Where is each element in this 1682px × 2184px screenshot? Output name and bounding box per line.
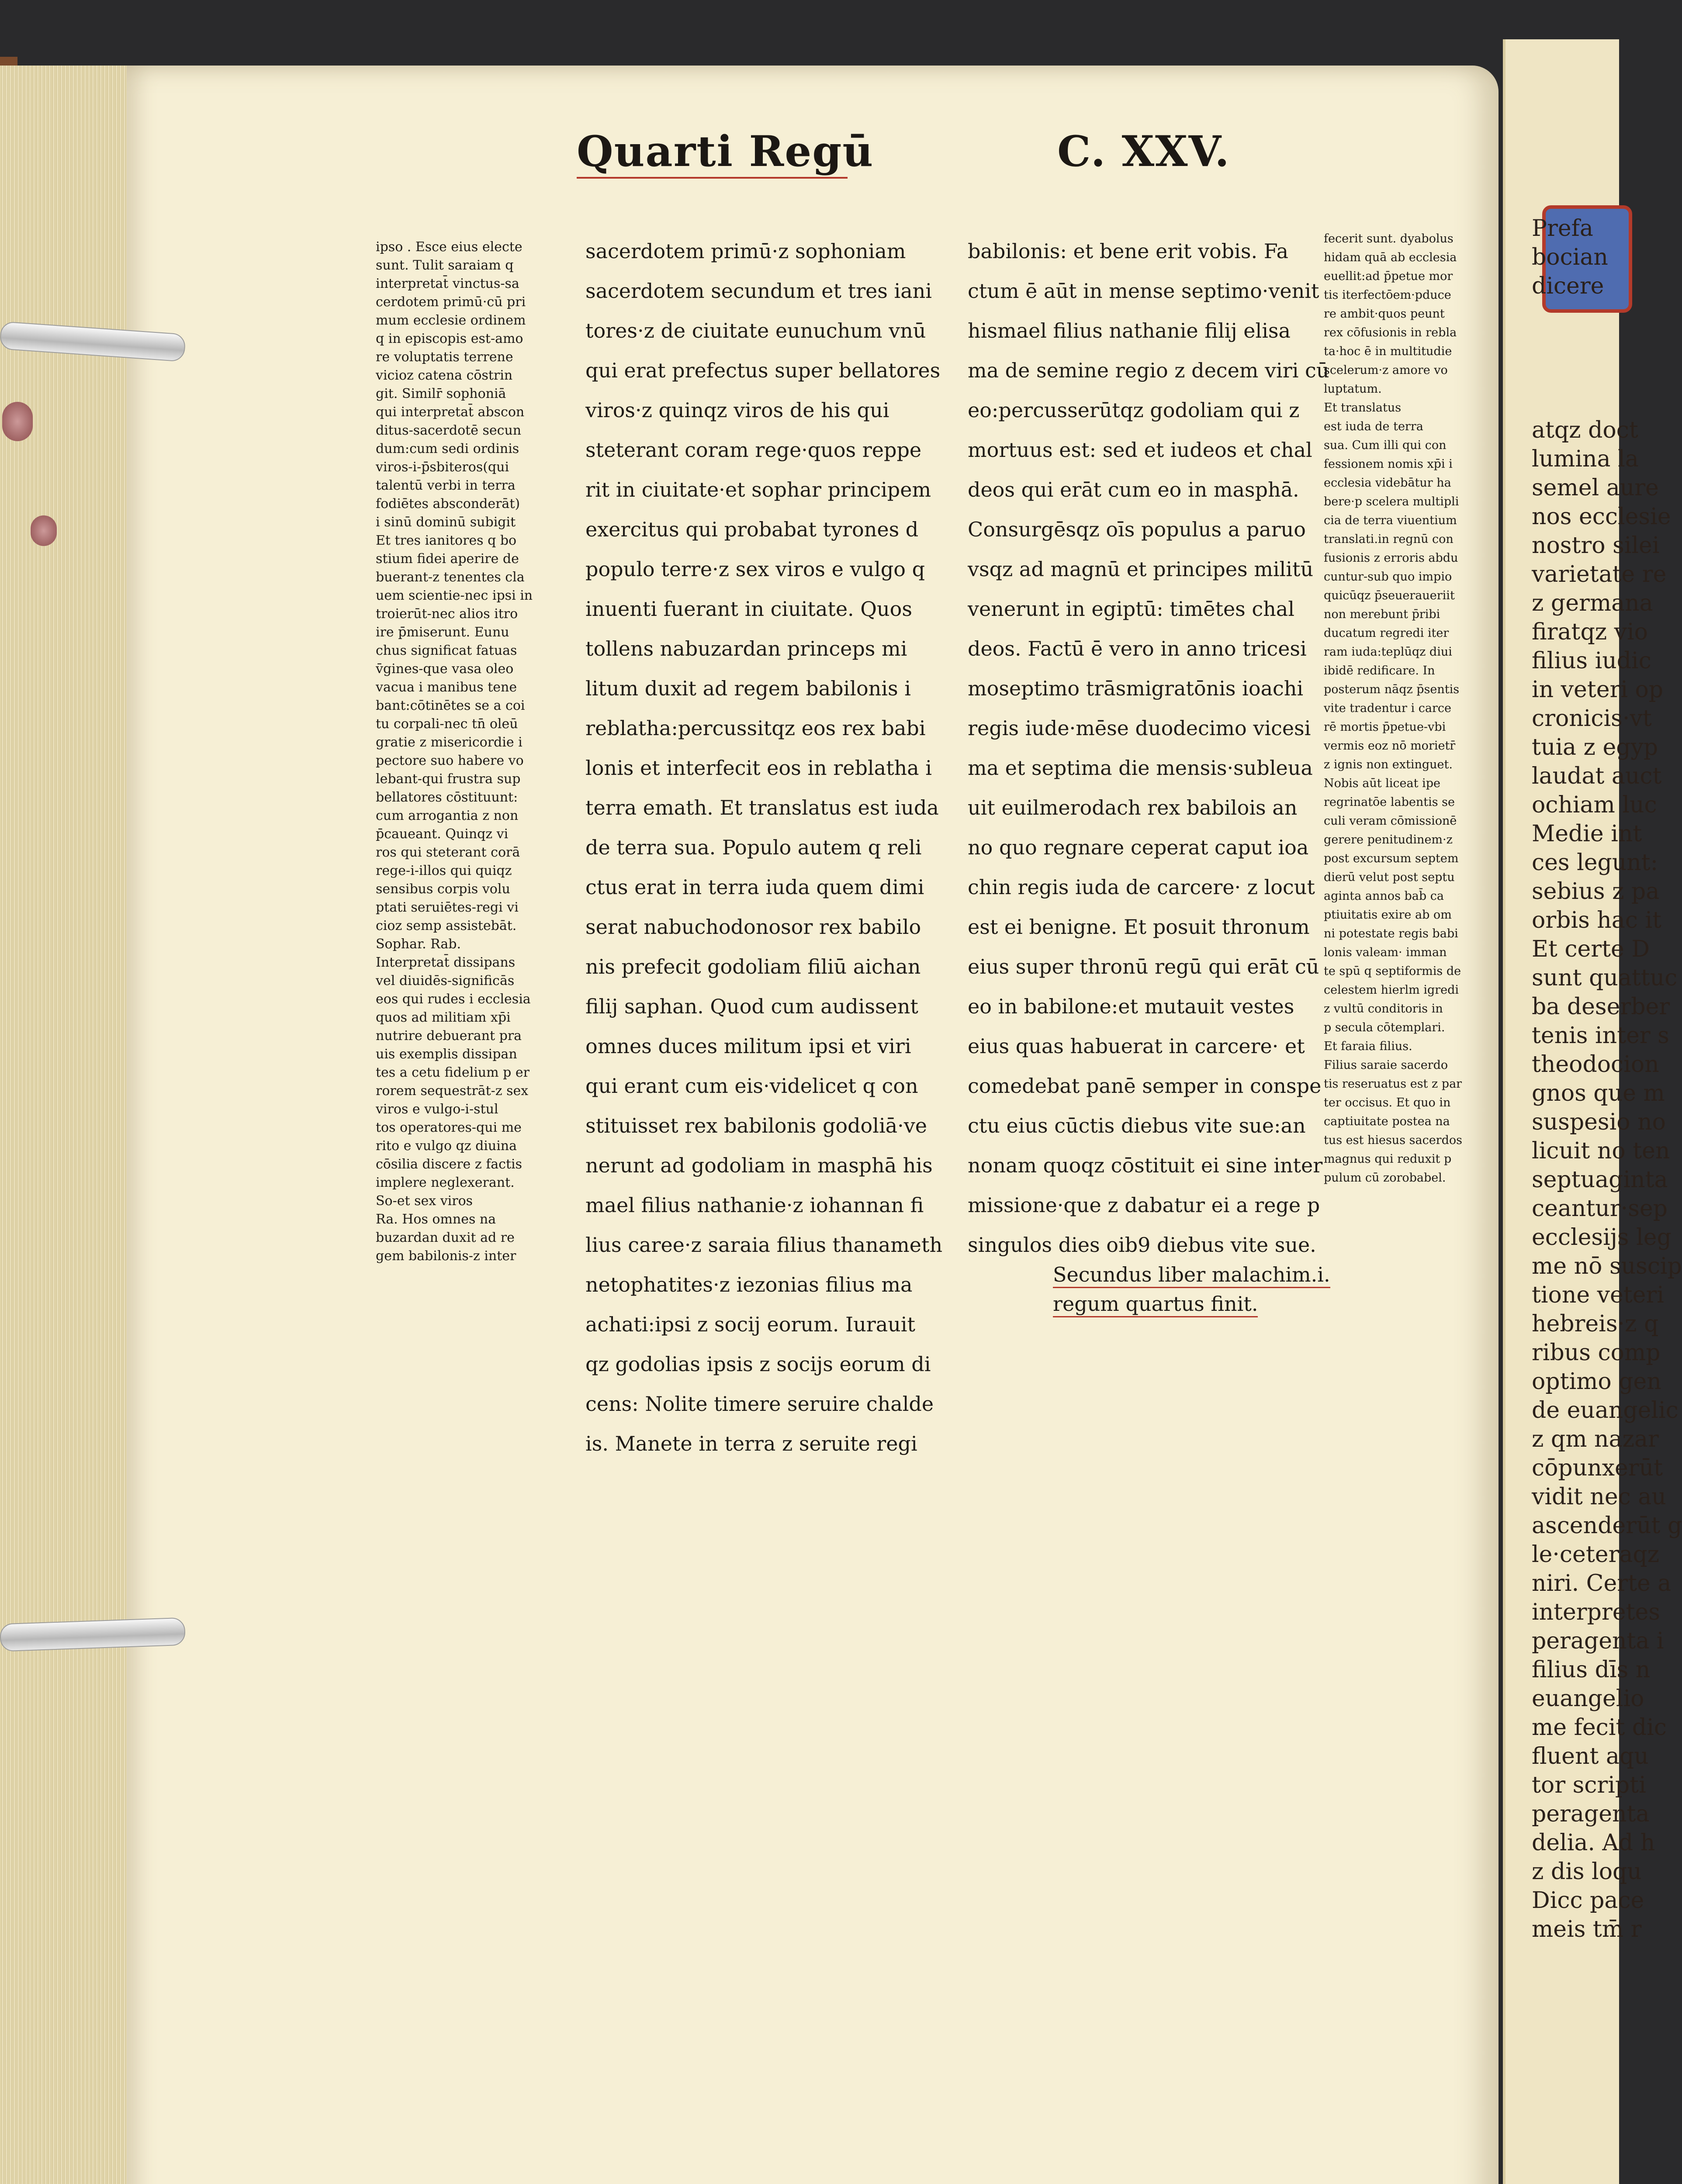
next-page-line: Dicc pace: [1532, 1887, 1644, 1914]
next-page-line: euangelio: [1532, 1686, 1644, 1712]
next-page-line: bocian: [1532, 244, 1608, 270]
commentary-line: hidam quā ab ecclesia: [1324, 251, 1457, 264]
commentary-line: eos qui rudes i ecclesia: [376, 992, 531, 1007]
commentary-line: ibidē redificare. In: [1324, 664, 1435, 677]
commentary-line: rito e vulgo qz diuina: [376, 1138, 517, 1154]
next-page-line: ba deserber: [1532, 994, 1670, 1020]
commentary-line: sunt. Tulit saraiam q: [376, 258, 514, 273]
text-line: litum duxit ad regem babilonis i: [585, 677, 911, 700]
text-line: omnes duces militum ipsi et viri: [585, 1034, 911, 1058]
commentary-line: troierūt-nec alios itro: [376, 606, 518, 622]
chapter-number: C. XXV.: [1057, 127, 1230, 176]
commentary-line: te spū q septiformis de: [1324, 964, 1461, 978]
commentary-line: quicūqz p̄seueraueriit: [1324, 589, 1455, 602]
text-line: ma et septima die mensis·subleua: [968, 756, 1313, 780]
commentary-line: celestem hierlm igredi: [1324, 983, 1459, 997]
running-title-rule: [577, 177, 848, 179]
commentary-line: post excursum septem: [1324, 852, 1459, 865]
text-line: est ei benigne. Et posuit thronum: [968, 915, 1310, 939]
commentary-line: cioz semp assistebāt.: [376, 918, 517, 933]
next-page-line: nostro silei: [1532, 532, 1660, 559]
commentary-line: bellatores cōstituunt:: [376, 790, 518, 805]
commentary-line: Nobis aūt liceat ipe: [1324, 777, 1440, 790]
text-line: mortuus est: sed et iudeos et chal: [968, 438, 1312, 462]
text-line: nonam quoqz cōstituit ei sine inter: [968, 1154, 1323, 1177]
text-line: deos. Factū ē vero in anno tricesi: [968, 637, 1307, 660]
next-page-line: tenis inter s: [1532, 1023, 1669, 1049]
next-page-line: laudat auct: [1532, 763, 1662, 789]
text-line: nis prefecit godoliam filiū aichan: [585, 955, 921, 978]
commentary-line: ptati seruiētes-regi vi: [376, 900, 519, 915]
next-page-line: tuia z egyp: [1532, 734, 1658, 760]
commentary-line: tis iterfectōem·pduce: [1324, 288, 1451, 302]
commentary-line: gratie z misericordie i: [376, 735, 523, 750]
text-line: viros·z quinqz viros de his qui: [585, 398, 889, 422]
commentary-line: stium fidei aperire de: [376, 551, 519, 567]
text-line: nerunt ad godoliam in masphā his: [585, 1154, 933, 1177]
commentary-line: mum ecclesie ordinem: [376, 313, 526, 328]
running-title: Quarti Regū: [577, 127, 874, 176]
commentary-line: non merebunt p̄ribi: [1324, 608, 1440, 621]
commentary-line: Filius saraie sacerdo: [1324, 1058, 1448, 1072]
text-line: achati:ipsi z socij eorum. Iurauit: [585, 1313, 915, 1336]
commentary-line: chus significat fatuas: [376, 643, 517, 658]
commentary-line: ros qui steterant corā: [376, 845, 520, 860]
next-page-line: theodocion: [1532, 1051, 1659, 1078]
commentary-line: Et tres ianitores q bo: [376, 533, 517, 548]
next-page-edge: [1503, 39, 1682, 2184]
text-line: populo terre·z sex viros e vulgo q: [585, 557, 925, 581]
commentary-line: aginta annos bab̄ ca: [1324, 889, 1444, 903]
page-edges: [0, 66, 133, 2184]
commentary-line: rē mortis p̄petue-vbi: [1324, 720, 1446, 734]
commentary-line: ta·hoc ē in multitudie: [1324, 345, 1452, 358]
commentary-line: tus est hiesus sacerdos: [1324, 1133, 1462, 1147]
commentary-line: tu corpali-nec tn̄ oleū: [376, 716, 518, 732]
commentary-line: rex cōfusionis in rebla: [1324, 326, 1457, 339]
next-page-line: niri. Certe a: [1532, 1570, 1672, 1597]
commentary-line: viros-i-p̄sbiteros(qui: [376, 460, 509, 475]
next-page-line: Prefa: [1532, 215, 1593, 242]
text-line: ctus erat in terra iuda quem dimi: [585, 875, 924, 899]
commentary-line: gem babilonis-z inter: [376, 1248, 516, 1264]
next-page-line: atqz doct: [1532, 417, 1638, 443]
commentary-line: magnus qui reduxit p: [1324, 1152, 1452, 1166]
text-line: singulos dies oib9 diebus vite sue.: [968, 1233, 1316, 1257]
next-page-line: interpretes: [1532, 1599, 1660, 1625]
commentary-line: vermis eoz nō morietr̄: [1324, 739, 1456, 753]
next-page-line: cōpunxerūt: [1532, 1455, 1663, 1481]
commentary-line: Ra. Hos omnes na: [376, 1212, 496, 1227]
text-line: regis iude·mēse duodecimo vicesi: [968, 716, 1311, 740]
colophon-line: regum quartus finit.: [1053, 1292, 1258, 1317]
commentary-line: luptatum.: [1324, 382, 1382, 396]
commentary-line: culi veram cōmissionē: [1324, 814, 1457, 828]
commentary-line: fessionem nomis xp̄i i: [1324, 457, 1453, 471]
next-page-line: delia. Ad h: [1532, 1830, 1655, 1856]
text-line: eo in babilone:et mutauit vestes: [968, 995, 1294, 1018]
commentary-line: cia de terra viuentium: [1324, 514, 1457, 527]
commentary-line: posterum nāqz p̄sentis: [1324, 683, 1460, 696]
commentary-line: So-et sex viros: [376, 1193, 473, 1209]
commentary-column-left: [376, 238, 550, 1265]
next-page-line: me fecit dic: [1532, 1714, 1667, 1741]
commentary-line: nutrire debuerant pra: [376, 1028, 522, 1044]
text-line: lonis et interfecit eos in reblatha i: [585, 756, 932, 780]
commentary-line: euellit:ad p̄petue mor: [1324, 270, 1453, 283]
next-page-line: sunt quattuc: [1532, 965, 1678, 991]
commentary-line: ptiuitatis exire ab om: [1324, 908, 1452, 922]
text-column-main-right: [968, 232, 1329, 1265]
text-line: eo:percusserūtqz godoliam qui z: [968, 398, 1300, 422]
commentary-line: bere·p scelera multipli: [1324, 495, 1459, 508]
commentary-line: ecclesia videbātur ha: [1324, 476, 1451, 490]
next-page-line: ces legunt:: [1532, 850, 1658, 876]
text-line: netophatites·z iezonias filius ma: [585, 1273, 913, 1296]
text-line: comedebat panē semper in conspe: [968, 1074, 1322, 1098]
text-line: exercitus qui probabat tyrones d: [585, 518, 919, 541]
wax-seal-top: [2, 402, 33, 441]
text-line: is. Manete in terra z seruite regi: [585, 1432, 917, 1455]
commentary-line: ire p̄miserunt. Eunu: [376, 625, 509, 640]
next-page-line: septuaginta: [1532, 1167, 1668, 1193]
next-page-line: z dis loqu: [1532, 1859, 1642, 1885]
next-page-line: ribus comp: [1532, 1340, 1661, 1366]
text-line: filij saphan. Quod cum audissent: [585, 995, 918, 1018]
text-line: sacerdotem secundum et tres iani: [585, 279, 932, 303]
text-line: serat nabuchodonosor rex babilo: [585, 915, 921, 939]
text-line: deos qui erāt cum eo in masphā.: [968, 478, 1299, 501]
commentary-line: re ambit·quos peunt: [1324, 307, 1445, 321]
next-page-line: gnos que m: [1532, 1080, 1665, 1106]
text-line: missione·que z dabatur ei a rege p: [968, 1193, 1320, 1217]
commentary-line: qui interpretat̄ abscon: [376, 404, 525, 420]
next-page-line: z germana: [1532, 590, 1653, 616]
commentary-line: git. Similr̄ sophoniā: [376, 386, 506, 401]
commentary-line: regrinatōe labentis se: [1324, 795, 1455, 809]
commentary-line: bant:cōtinētes se a coi: [376, 698, 525, 713]
text-line: sacerdotem primū·z sophoniam: [585, 239, 906, 263]
commentary-line: lebant-qui frustra sup: [376, 771, 521, 787]
text-line: stituisset rex babilonis godoliā·ve: [585, 1114, 927, 1137]
commentary-line: re voluptatis terrene: [376, 349, 513, 365]
text-line: rit in ciuitate·et sophar principem: [585, 478, 931, 501]
text-line: terra emath. Et translatus est iuda: [585, 796, 939, 819]
commentary-line: scelerum·z amore vo: [1324, 363, 1448, 377]
commentary-line: viros e vulgo-i-stul: [376, 1102, 498, 1117]
commentary-line: lonis valeam· imman: [1324, 946, 1447, 959]
text-column-main-left: [585, 232, 943, 1464]
next-page-line: fluent aqu: [1532, 1743, 1649, 1769]
text-line: qui erant cum eis·videlicet q con: [585, 1074, 918, 1098]
next-page-line: firatqz vio: [1532, 619, 1648, 645]
text-line: eius super thronū regū qui erāt cū: [968, 955, 1319, 978]
next-page-line: le·ceteraqz: [1532, 1541, 1660, 1568]
text-line: chin regis iuda de carcere· z locut: [968, 875, 1315, 899]
commentary-line: vel diuidēs-significās: [376, 973, 515, 988]
commentary-line: pulum cū zorobabel.: [1324, 1171, 1446, 1185]
commentary-line: gerere penitudinem·z: [1324, 833, 1453, 847]
commentary-line: est iuda de terra: [1324, 420, 1423, 433]
commentary-line: sensibus corpis volu: [376, 881, 510, 897]
commentary-line: dum:cum sedi ordinis: [376, 441, 519, 456]
text-line: lius caree·z saraia filius thanameth: [585, 1233, 943, 1257]
next-page-line: cronicis·vt: [1532, 705, 1652, 732]
commentary-line: rorem sequestrāt-z sex: [376, 1083, 529, 1099]
text-line: mael filius nathanie·z iohannan fi: [585, 1193, 924, 1217]
text-line: venerunt in egiptū: timētes chal: [968, 597, 1294, 621]
commentary-line: pectore suo habere vo: [376, 753, 524, 768]
commentary-line: fodiētes absconderāt): [376, 496, 520, 511]
next-page-line: vidit nec au: [1532, 1484, 1666, 1510]
commentary-line: dierū velut post septu: [1324, 871, 1455, 884]
text-line: qui erat prefectus super bellatores: [585, 359, 941, 382]
commentary-line: z ignis non extinguet.: [1324, 758, 1453, 771]
commentary-line: fusionis z erroris abdu: [1324, 551, 1458, 565]
text-line: vsqz ad magnū et principes militū: [968, 557, 1314, 581]
commentary-line: cuntur-sub quo impio: [1324, 570, 1452, 584]
commentary-line: cerdotem primū·cū pri: [376, 294, 526, 310]
next-page-line: me nō suscip: [1532, 1253, 1682, 1279]
next-page-line: sebius z pa: [1532, 878, 1660, 905]
colophon: [1053, 1262, 1330, 1321]
next-page-line: in veteri op: [1532, 677, 1664, 703]
colophon-line: Secundus liber malachim.i.: [1053, 1262, 1330, 1288]
commentary-line: ram iuda:teplūqz diui: [1324, 645, 1452, 659]
commentary-line: interpretat̄ vinctus-sa: [376, 276, 519, 291]
next-page-line: ascenderūt g: [1532, 1513, 1682, 1539]
commentary-line: captiuitate postea na: [1324, 1115, 1450, 1128]
commentary-line: Et translatus: [1324, 401, 1402, 415]
commentary-line: talentū verbi in terra: [376, 478, 516, 493]
text-line: reblatha:percussitqz eos rex babi: [585, 716, 926, 740]
wax-seal-middle: [31, 515, 57, 546]
next-page-line: dicere: [1532, 273, 1604, 299]
commentary-line: Sophar. Rab.: [376, 936, 461, 952]
next-page-line: ochiam luc: [1532, 792, 1657, 818]
commentary-line: buerant-z tenentes cla: [376, 570, 525, 585]
next-page-line: optimo gen: [1532, 1368, 1661, 1395]
text-line: no quo regnare ceperat caput ioa: [968, 836, 1309, 859]
next-page-line: lumina la: [1532, 446, 1639, 472]
commentary-line: vite tradentur i carce: [1324, 702, 1451, 715]
next-page-line: de euangelic: [1532, 1397, 1679, 1424]
commentary-line: tes a cetu fidelium p er: [376, 1065, 530, 1080]
commentary-column-right: [1324, 229, 1470, 1187]
text-line: uit euilmerodach rex babilois an: [968, 796, 1298, 819]
text-line: de terra sua. Populo autem q reli: [585, 836, 922, 859]
next-page-line: licuit no ten: [1532, 1138, 1670, 1164]
next-page-line: tione veteri: [1532, 1282, 1664, 1308]
commentary-line: rege-i-illos qui quiqz: [376, 863, 512, 878]
next-page-line: nos ecclesie: [1532, 504, 1671, 530]
commentary-line: p̄caueant. Quinqz vi: [376, 826, 509, 842]
commentary-line: z vultū conditoris in: [1324, 1002, 1443, 1016]
next-page-line: semel aure: [1532, 475, 1659, 501]
text-line: babilonis: et bene erit vobis. Fa: [968, 239, 1288, 263]
text-line: ma de semine regio z decem viri cū: [968, 359, 1329, 382]
next-page-line: meis tm̄ r: [1532, 1916, 1642, 1942]
commentary-line: tis reseruatus est z par: [1324, 1077, 1462, 1091]
commentary-line: quos ad militiam xp̄i: [376, 1010, 511, 1025]
commentary-line: sua. Cum illi qui con: [1324, 439, 1447, 452]
commentary-line: vicioz catena cōstrin: [376, 368, 513, 383]
next-page-line: tor scripti: [1532, 1772, 1646, 1798]
text-line: ctu eius cūctis diebus vite sue:an: [968, 1114, 1306, 1137]
next-page-line: suspesio no: [1532, 1109, 1666, 1135]
commentary-line: cum arrogantia z non: [376, 808, 519, 823]
commentary-line: Et faraia filius.: [1324, 1040, 1412, 1053]
text-line: Consurgēsqz oīs populus a paruo: [968, 518, 1306, 541]
next-page-line: peragenta: [1532, 1801, 1650, 1827]
commentary-line: v̄gines-que vasa oleo: [376, 661, 514, 677]
commentary-line: ipso . Esce eius electe: [376, 239, 523, 255]
text-line: moseptimo trāsmigratōnis ioachi: [968, 677, 1304, 700]
commentary-line: ditus-sacerdotē secun: [376, 423, 522, 438]
text-line: eius quas habuerat in carcere· et: [968, 1034, 1305, 1058]
commentary-line: uem scientie-nec ipsi in: [376, 588, 533, 603]
commentary-line: ter occisus. Et quo in: [1324, 1096, 1451, 1109]
text-line: qz godolias ipsis z socijs eorum di: [585, 1352, 931, 1376]
commentary-line: ducatum regredi iter: [1324, 626, 1449, 640]
commentary-line: q in episcopis est-amo: [376, 331, 523, 346]
commentary-line: tos operatores-qui me: [376, 1120, 522, 1135]
text-line: hismael filius nathanie filij elisa: [968, 319, 1291, 342]
commentary-line: buzardan duxit ad re: [376, 1230, 515, 1245]
commentary-line: ni potestate regis babi: [1324, 927, 1458, 940]
next-page-line: ecclesijs leg: [1532, 1224, 1672, 1251]
next-page-line: Medie int: [1532, 821, 1642, 847]
next-page-line: hebreis·z q: [1532, 1311, 1659, 1337]
text-line: tores·z de ciuitate eunuchum vnū: [585, 319, 926, 342]
commentary-line: vacua i manibus tene: [376, 680, 517, 695]
next-page-line: filius iudic: [1532, 648, 1651, 674]
text-line: cens: Nolite timere seruire chalde: [585, 1392, 934, 1416]
text-line: steterant coram rege·quos reppe: [585, 438, 922, 462]
text-line: ctum ē aūt in mense septimo·venit: [968, 279, 1319, 303]
commentary-line: cōsilia discere z factis: [376, 1157, 523, 1172]
commentary-line: uis exemplis dissipan: [376, 1047, 517, 1062]
commentary-line: i sinū dominū subigit: [376, 515, 516, 530]
next-page-line: ceantur·sep: [1532, 1196, 1668, 1222]
next-page-line: peragenta i: [1532, 1628, 1664, 1654]
commentary-line: Interpretat̄ dissipans: [376, 955, 516, 970]
next-page-line: varietate re: [1532, 561, 1667, 587]
commentary-line: translati.in regnū con: [1324, 532, 1454, 546]
commentary-line: implere neglexerant.: [376, 1175, 515, 1190]
commentary-line: fecerit sunt. dyabolus: [1324, 232, 1454, 245]
commentary-line: p secula cōtemplari.: [1324, 1021, 1445, 1034]
next-page-line: Et certe D: [1532, 936, 1650, 962]
next-page-line: orbis hac it: [1532, 907, 1661, 933]
text-line: inuenti fuerant in ciuitate. Quos: [585, 597, 912, 621]
next-page-line: filius dīs n: [1532, 1657, 1651, 1683]
text-line: tollens nabuzardan princeps mi: [585, 637, 907, 660]
next-page-line: z qm nazar: [1532, 1426, 1659, 1452]
